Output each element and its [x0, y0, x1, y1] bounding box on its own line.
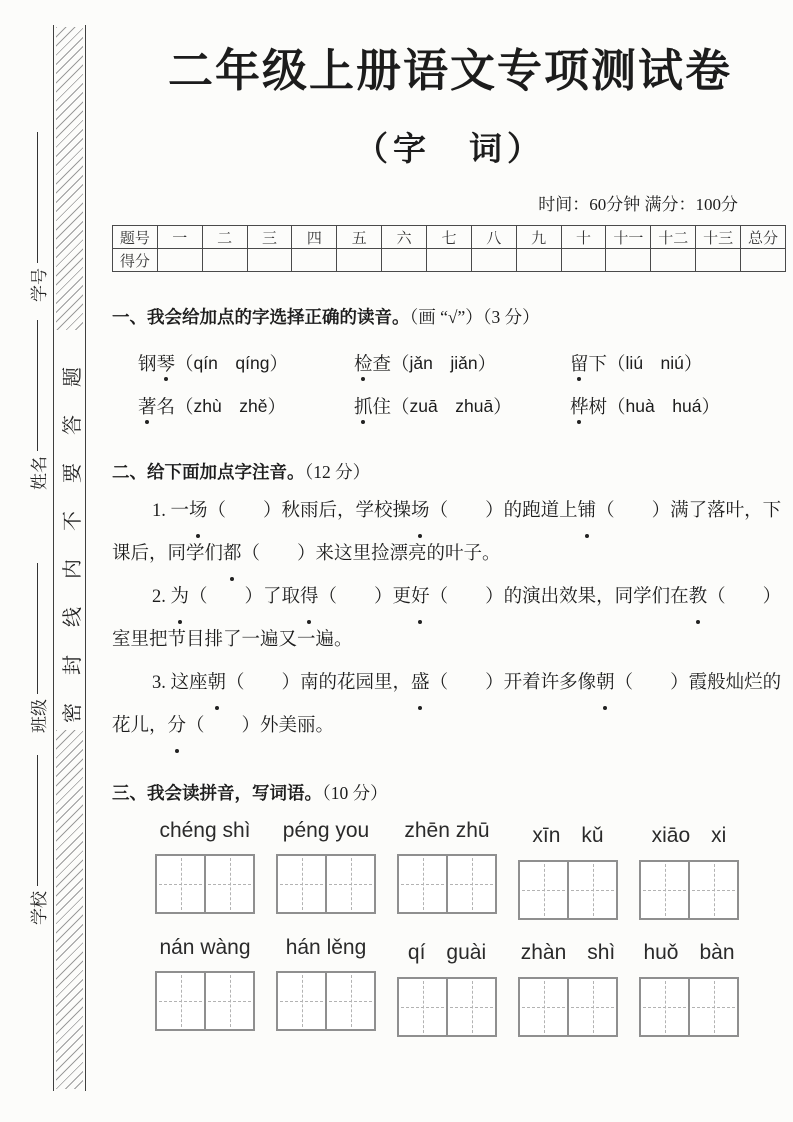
writing-grid-cell[interactable]: [399, 856, 446, 912]
item-word: [570, 350, 607, 376]
side-label-text: 姓名: [29, 456, 49, 490]
pinyin-label: huǒ bàn: [643, 941, 735, 964]
score-table-header-cell: 九: [516, 226, 561, 249]
dotted-char: 抓: [354, 393, 373, 419]
pinyin-options[interactable]: qín qíng: [193, 353, 270, 373]
side-label-blank-line[interactable]: [37, 132, 38, 263]
paren-open: （: [175, 397, 194, 418]
score-cell[interactable]: [157, 249, 202, 272]
score-table-header-cell: 八: [471, 226, 516, 249]
side-label-blank-line[interactable]: [37, 563, 38, 694]
writing-grid-cell[interactable]: [446, 979, 495, 1035]
writing-grid-cell[interactable]: [567, 862, 616, 918]
section3-heading-main: 三、我会读拼音，写词语。: [112, 783, 322, 803]
paren-open: （: [175, 354, 194, 375]
word-block: [639, 936, 739, 1037]
item-word: [138, 350, 175, 376]
section3-heading-points: （10 分）: [322, 783, 388, 803]
side-label-text: 班级: [29, 699, 49, 733]
score-table-header-cell: 十三: [696, 226, 741, 249]
writing-grid-cell[interactable]: [204, 856, 253, 912]
score-cell[interactable]: [741, 249, 786, 272]
score-cell[interactable]: [427, 249, 472, 272]
dotted-char: 桦: [570, 393, 589, 419]
pinyin-choice-item: [138, 384, 354, 427]
score-table-header-cell: 六: [382, 226, 427, 249]
dotted-char: 朝: [596, 662, 615, 705]
word-block: [397, 936, 497, 1037]
writing-grid: [518, 977, 618, 1037]
paper-subtitle: （字 词）: [355, 132, 545, 168]
pinyin-label: nán wàng: [159, 936, 251, 959]
writing-grid: [276, 854, 376, 914]
word-char: 钢: [138, 354, 157, 375]
section2-heading-points: （12 分）: [304, 462, 371, 482]
word-char: 住: [372, 397, 392, 418]
word-char: 下: [588, 354, 608, 375]
writing-grid-cell[interactable]: [325, 856, 374, 912]
pinyin-options[interactable]: jǎn jiǎn: [409, 353, 478, 373]
sentence-text: （ ）外美丽。: [186, 716, 335, 736]
paren-open: （: [391, 397, 410, 418]
writing-grid-cell[interactable]: [446, 856, 495, 912]
side-label-3: [25, 755, 49, 925]
dotted-char: 场: [411, 490, 430, 533]
score-table-header-cell: 五: [337, 226, 382, 249]
writing-grid-cell[interactable]: [157, 856, 204, 912]
item-word: [570, 393, 607, 419]
side-label-text: 学号: [29, 268, 49, 302]
dotted-char: 留: [570, 350, 589, 376]
sentence-text: 2.: [152, 587, 171, 607]
word-block: [155, 936, 255, 1037]
dotted-char: 著: [138, 393, 157, 419]
paren-close: ）: [267, 397, 286, 418]
score-table-score-label: 得分: [113, 249, 158, 272]
writing-grid: [518, 860, 618, 920]
seal-line-right: [85, 25, 86, 1091]
sentence-text: （ ）开着许多像: [429, 673, 597, 693]
seal-line-left: [53, 25, 54, 1091]
pinyin-choice-item: [354, 384, 570, 427]
score-cell[interactable]: [202, 249, 247, 272]
word-block: [155, 819, 255, 920]
writing-grid-cell[interactable]: [567, 979, 616, 1035]
writing-grid-cell[interactable]: [641, 862, 688, 918]
writing-grid-cell[interactable]: [688, 862, 737, 918]
section3-writing-area: [112, 819, 788, 1037]
writing-grid: [397, 854, 497, 914]
sentence-text: （ ）室里把节目排了一遍又一遍。: [112, 587, 782, 650]
word-block: [276, 936, 376, 1037]
side-label-0: [25, 132, 49, 302]
pinyin-choice-item: [570, 341, 786, 384]
paren-close: ）: [477, 354, 497, 375]
dotted-char: 为: [171, 576, 190, 619]
item-word: [354, 393, 391, 419]
sentence-text: （ ）南的花园里，: [226, 673, 412, 693]
score-cell[interactable]: [561, 249, 606, 272]
word-block: [397, 819, 497, 920]
paren-open: （: [391, 354, 410, 375]
dotted-char: 朝: [208, 662, 227, 705]
score-cell[interactable]: [471, 249, 516, 272]
question-sentence: [112, 662, 784, 748]
word-block: [518, 936, 618, 1037]
score-cell[interactable]: [382, 249, 427, 272]
section2-heading: [112, 459, 788, 484]
hatch-marks-top: [56, 27, 83, 330]
word-block: [276, 819, 376, 920]
writing-grid-cell[interactable]: [325, 973, 374, 1029]
score-cell[interactable]: [651, 249, 696, 272]
writing-grid: [276, 971, 376, 1031]
pinyin-label: hán lěng: [285, 936, 367, 959]
writing-grid-cell[interactable]: [278, 856, 325, 912]
pinyin-label: péng you: [282, 819, 370, 842]
score-table: [112, 225, 786, 272]
pinyin-choice-item: [570, 384, 786, 427]
writing-grid: [397, 977, 497, 1037]
pinyin-label: chéng shì: [159, 819, 251, 842]
section1-items: [112, 341, 788, 427]
score-table-header-cell: 四: [292, 226, 337, 249]
pinyin-label: zhēn zhū: [404, 819, 490, 842]
pinyin-options[interactable]: zhù zhě: [193, 396, 268, 416]
dotted-char: 检: [354, 350, 373, 376]
sentence-text: （ ）更: [318, 587, 412, 607]
paren-close: ）: [701, 397, 720, 418]
sentence-text: （ ）来这里捡漂亮的叶子。: [241, 544, 501, 564]
score-table-header-cell: 十一: [606, 226, 651, 249]
writing-grid-cell[interactable]: [157, 973, 204, 1029]
dotted-char: 分: [168, 705, 187, 748]
paper-body: [112, 0, 788, 1037]
writing-grid-cell[interactable]: [520, 979, 567, 1035]
dotted-char: 铺: [578, 490, 597, 533]
writing-grid: [639, 860, 739, 920]
pinyin-options[interactable]: liú niú: [625, 353, 684, 373]
pinyin-options[interactable]: huà huá: [625, 396, 702, 416]
writing-grid: [155, 854, 255, 914]
writing-grid-cell[interactable]: [204, 973, 253, 1029]
writing-grid-cell[interactable]: [278, 973, 325, 1029]
dotted-char: 盛: [411, 662, 430, 705]
pinyin-choice-item: [138, 341, 354, 384]
score-cell[interactable]: [606, 249, 651, 272]
score-cell[interactable]: [696, 249, 741, 272]
paper-title: 二年级上册语文专项测试卷: [167, 46, 732, 96]
pinyin-grid-row: [112, 936, 788, 1037]
score-cell[interactable]: [247, 249, 292, 272]
score-table-header-cell: 一: [157, 226, 202, 249]
score-table-header-cell: 三: [247, 226, 292, 249]
seal-instruction-text: 密封线内不要答题: [62, 339, 84, 723]
paren-open: （: [607, 354, 626, 375]
pinyin-choice-item: [354, 341, 570, 384]
section1-heading-main: 一、我会给加点的字选择正确的读音。: [112, 307, 410, 327]
side-label-blank-line[interactable]: [37, 755, 38, 886]
dotted-char: 教: [689, 576, 708, 619]
dotted-char: 得: [300, 576, 319, 619]
score-table-header-cell: 七: [427, 226, 472, 249]
side-label-blank-line[interactable]: [37, 320, 38, 451]
word-block: [518, 819, 618, 920]
word-char: 树: [588, 397, 608, 418]
pinyin-label: xīn kǔ: [532, 824, 604, 847]
question-sentence: [112, 490, 784, 576]
sentence-text: （ ）的演出效果，同学们在: [429, 587, 689, 607]
pinyin-label: qí guài: [407, 941, 487, 964]
dotted-char: 都: [223, 533, 242, 576]
pinyin-label: xiāo xi: [651, 824, 727, 847]
sentence-text: （ ）秋雨后，学校操: [207, 501, 412, 521]
pinyin-grid-row: [112, 819, 788, 920]
section1-heading: [112, 304, 788, 329]
writing-grid: [639, 977, 739, 1037]
section2-sentences: [112, 490, 788, 748]
section3-heading: [112, 780, 788, 805]
section1-heading-points: （画 “√”）（3 分）: [409, 307, 540, 327]
side-label-text: 学校: [29, 891, 49, 925]
score-cell[interactable]: [516, 249, 561, 272]
score-table-header-cell: 二: [202, 226, 247, 249]
paren-open: （: [607, 397, 626, 418]
sentence-text: （ ）了取: [189, 587, 301, 607]
score-table-header-cell: 十二: [651, 226, 696, 249]
dotted-char: 好: [411, 576, 430, 619]
paren-close: ）: [493, 397, 512, 418]
dotted-char: 琴: [157, 350, 176, 376]
word-char: 名: [156, 397, 176, 418]
word-char: 查: [372, 354, 392, 375]
question-sentence: [112, 576, 784, 662]
word-block: [639, 819, 739, 920]
sentence-text: 3. 这座: [152, 673, 208, 693]
dotted-char: 场: [189, 490, 208, 533]
sentence-text: （ ）的跑道上: [429, 501, 578, 521]
sentence-text: （ ）霞般灿烂的花儿，: [112, 673, 782, 736]
section2-heading-main: 二、给下面加点字注音。: [112, 462, 305, 482]
writing-grid: [155, 971, 255, 1031]
pinyin-label: zhàn shì: [520, 941, 616, 964]
item-word: [138, 393, 175, 419]
item-word: [354, 350, 391, 376]
time-score-info: 时间：60分钟 满分：100分: [538, 195, 738, 214]
writing-grid-cell[interactable]: [688, 979, 737, 1035]
score-table-header-cell: 总分: [741, 226, 786, 249]
writing-grid-cell[interactable]: [641, 979, 688, 1035]
score-table-header-label: 题号: [113, 226, 158, 249]
writing-grid-cell[interactable]: [520, 862, 567, 918]
paren-close: ）: [269, 354, 288, 375]
sentence-text: （ ）满了落叶，下课后，同学们: [112, 501, 782, 564]
pinyin-options[interactable]: zuā zhuā: [409, 396, 494, 416]
side-label-1: [25, 320, 49, 490]
sentence-text: 1. 一: [152, 501, 190, 521]
score-cell[interactable]: [292, 249, 337, 272]
hatch-marks-bottom: [56, 730, 83, 1089]
side-label-2: [25, 563, 49, 733]
paren-close: ）: [683, 354, 703, 375]
writing-grid-cell[interactable]: [399, 979, 446, 1035]
score-cell[interactable]: [337, 249, 382, 272]
score-table-header-cell: 十: [561, 226, 606, 249]
